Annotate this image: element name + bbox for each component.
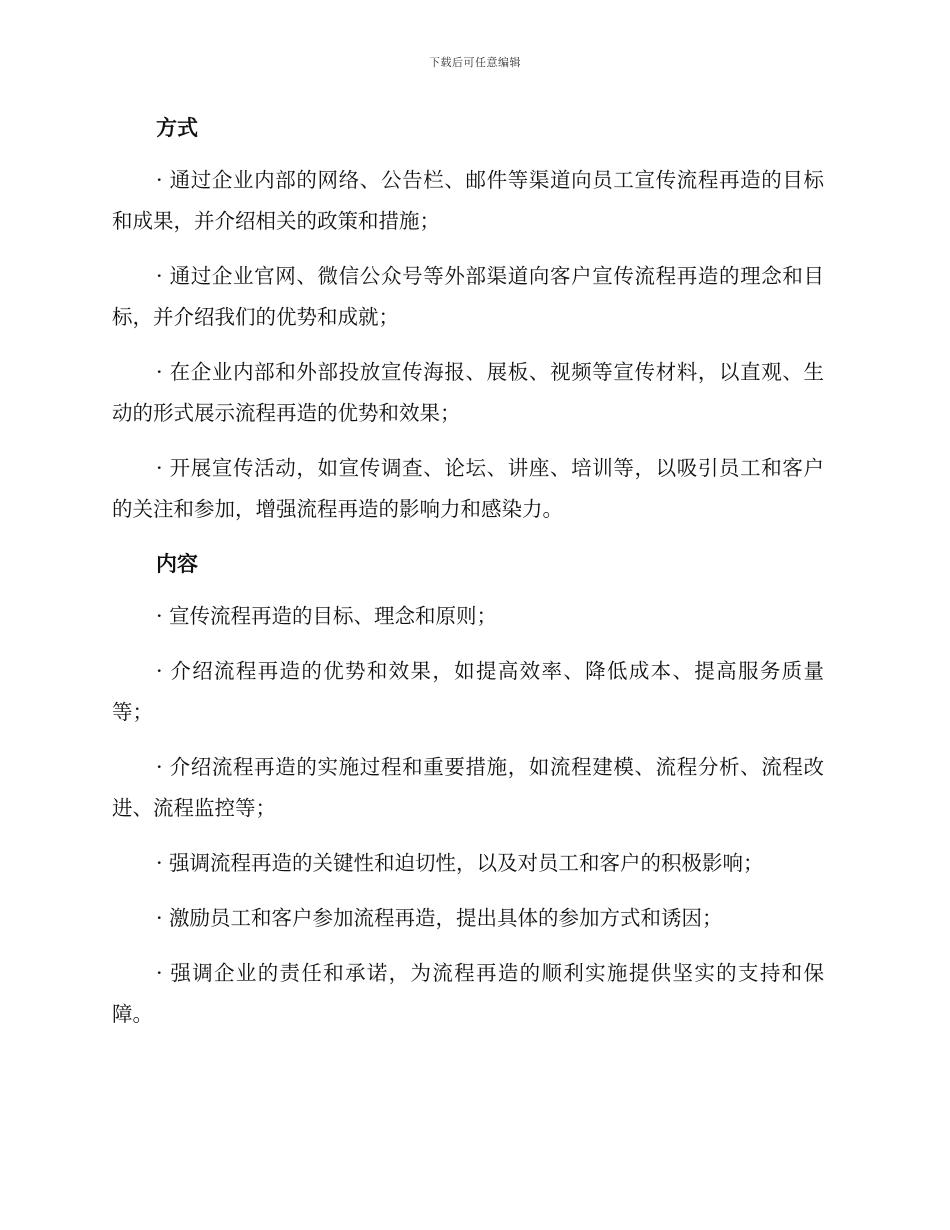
document-body [112, 108, 824, 1049]
list-item: · 通过企业官网、微信公众号等外部渠道向客户宣传流程再造的理念和目标，并介绍我们的优势和成就； [112, 264, 824, 329]
list-item: · 强调企业的责任和承诺，为流程再造的顺利实施提供坚实的支持和保障。 [112, 961, 824, 1026]
list-item: · 宣传流程再造的目标、理念和原则； [156, 604, 498, 628]
section-heading-content: 内容 [156, 552, 198, 576]
section-heading-methods: 方式 [156, 116, 198, 140]
page-header-note: 下载后可任意编辑 [429, 56, 521, 69]
list-item: · 开展宣传活动，如宣传调查、论坛、讲座、培训等，以吸引员工和客户的关注和参加，增强流程再造的影响力和感染力。 [112, 456, 824, 521]
list-item: · 介绍流程再造的实施过程和重要措施，如流程建模、流程分析、流程改进、流程监控等； [112, 755, 824, 820]
list-item: · 激励员工和客户参加流程再造，提出具体的参加方式和诱因； [156, 906, 723, 930]
list-item: · 强调流程再造的关键性和迫切性，以及对员工和客户的积极影响； [156, 851, 764, 875]
list-item: · 介绍流程再造的优势和效果，如提高效率、降低成本、提高服务质量等； [112, 659, 824, 724]
list-item: · 在企业内部和外部投放宣传海报、展板、视频等宣传材料，以直观、生动的形式展示流程再造的优势和效果； [112, 360, 824, 425]
list-item: · 通过企业内部的网络、公告栏、邮件等渠道向员工宣传流程再造的目标和成果，并介绍相关的政策和措施； [112, 168, 824, 233]
